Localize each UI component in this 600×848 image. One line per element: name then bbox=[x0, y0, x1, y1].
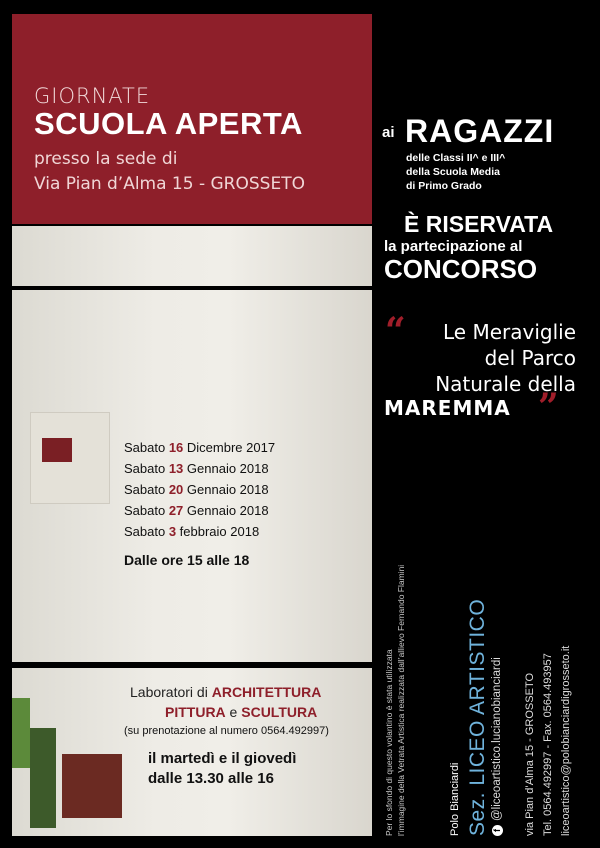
date-item: Sabato 20 Gennaio 2018 bbox=[124, 482, 269, 497]
ai-label: ai bbox=[382, 124, 395, 141]
header-panel bbox=[12, 14, 372, 224]
close-quote: ” bbox=[538, 386, 559, 428]
contest-title-line-4: MAREMMA bbox=[384, 396, 511, 420]
artwork-dark-green-strip bbox=[30, 728, 56, 828]
school-email[interactable]: liceoartistico@polobianciardigrosseto.it bbox=[560, 645, 572, 836]
audience-line-2: della Scuola Media bbox=[406, 166, 500, 178]
date-item: Sabato 27 Gennaio 2018 bbox=[124, 503, 269, 518]
contest-title-line-2: del Parco bbox=[484, 346, 576, 370]
school-phone: Tel. 0564.492997 - Fax. 0564.493957 bbox=[542, 653, 554, 836]
riservata-heading: È RISERVATA bbox=[404, 211, 554, 237]
school-address: via Pian d’Alma 15 - GROSSETO bbox=[524, 672, 536, 836]
labs-booking: (su prenotazione al numero 0564.492997) bbox=[124, 725, 329, 737]
labs-days: il martedì e il giovedì bbox=[148, 750, 297, 767]
audience-line-1: delle Classi II^ e III^ bbox=[406, 152, 506, 164]
artwork-green-strip bbox=[12, 698, 30, 768]
date-item: Sabato 3 febbraio 2018 bbox=[124, 524, 260, 539]
participation-text: la partecipazione al bbox=[384, 238, 523, 255]
school-section: Sez. LICEO ARTISTICO bbox=[466, 598, 489, 836]
date-item: Sabato 13 Gennaio 2018 bbox=[124, 461, 269, 476]
artwork-strip bbox=[12, 226, 372, 286]
ragazzi-heading: RAGAZZI bbox=[405, 113, 555, 149]
credit-line-2: l’immagine della Vetrata Artistica realizzata dall’allievo Fernando Flamini bbox=[396, 564, 406, 836]
event-title: SCUOLA APERTA bbox=[34, 106, 303, 141]
labs-line-2: PITTURA e SCULTURA bbox=[165, 704, 318, 720]
facebook-handle[interactable]: @liceoartistico.lucianobianciardi bbox=[491, 657, 503, 821]
location-address: Via Pian d’Alma 15 - GROSSETO bbox=[34, 174, 305, 194]
artwork-brown-square bbox=[62, 754, 122, 818]
open-quote: “ bbox=[385, 310, 406, 352]
credit-line-1: Per lo sfondo di questo volantino è stata utilizzata bbox=[384, 649, 394, 836]
contest-title-line-1: Le Meraviglie bbox=[443, 320, 576, 344]
facebook-line[interactable] bbox=[491, 657, 503, 836]
giornate-label: GIORNATE bbox=[34, 84, 151, 108]
concorso-heading: CONCORSO bbox=[384, 254, 538, 284]
date-item: Sabato 16 Dicembre 2017 bbox=[124, 440, 276, 455]
artwork-main bbox=[12, 290, 372, 662]
location-intro: presso la sede di bbox=[34, 149, 178, 169]
facebook-icon: f bbox=[492, 825, 503, 836]
artwork-red-square bbox=[42, 438, 72, 462]
school-name: Polo Bianciardi bbox=[449, 762, 461, 836]
labs-time: dalle 13.30 alle 16 bbox=[148, 770, 274, 787]
contest-title-line-3: Naturale della bbox=[435, 372, 576, 396]
hours-text: Dalle ore 15 alle 18 bbox=[124, 552, 250, 568]
labs-line-1: Laboratori di ARCHITETTURA bbox=[130, 684, 322, 700]
audience-line-3: di Primo Grado bbox=[406, 180, 482, 192]
